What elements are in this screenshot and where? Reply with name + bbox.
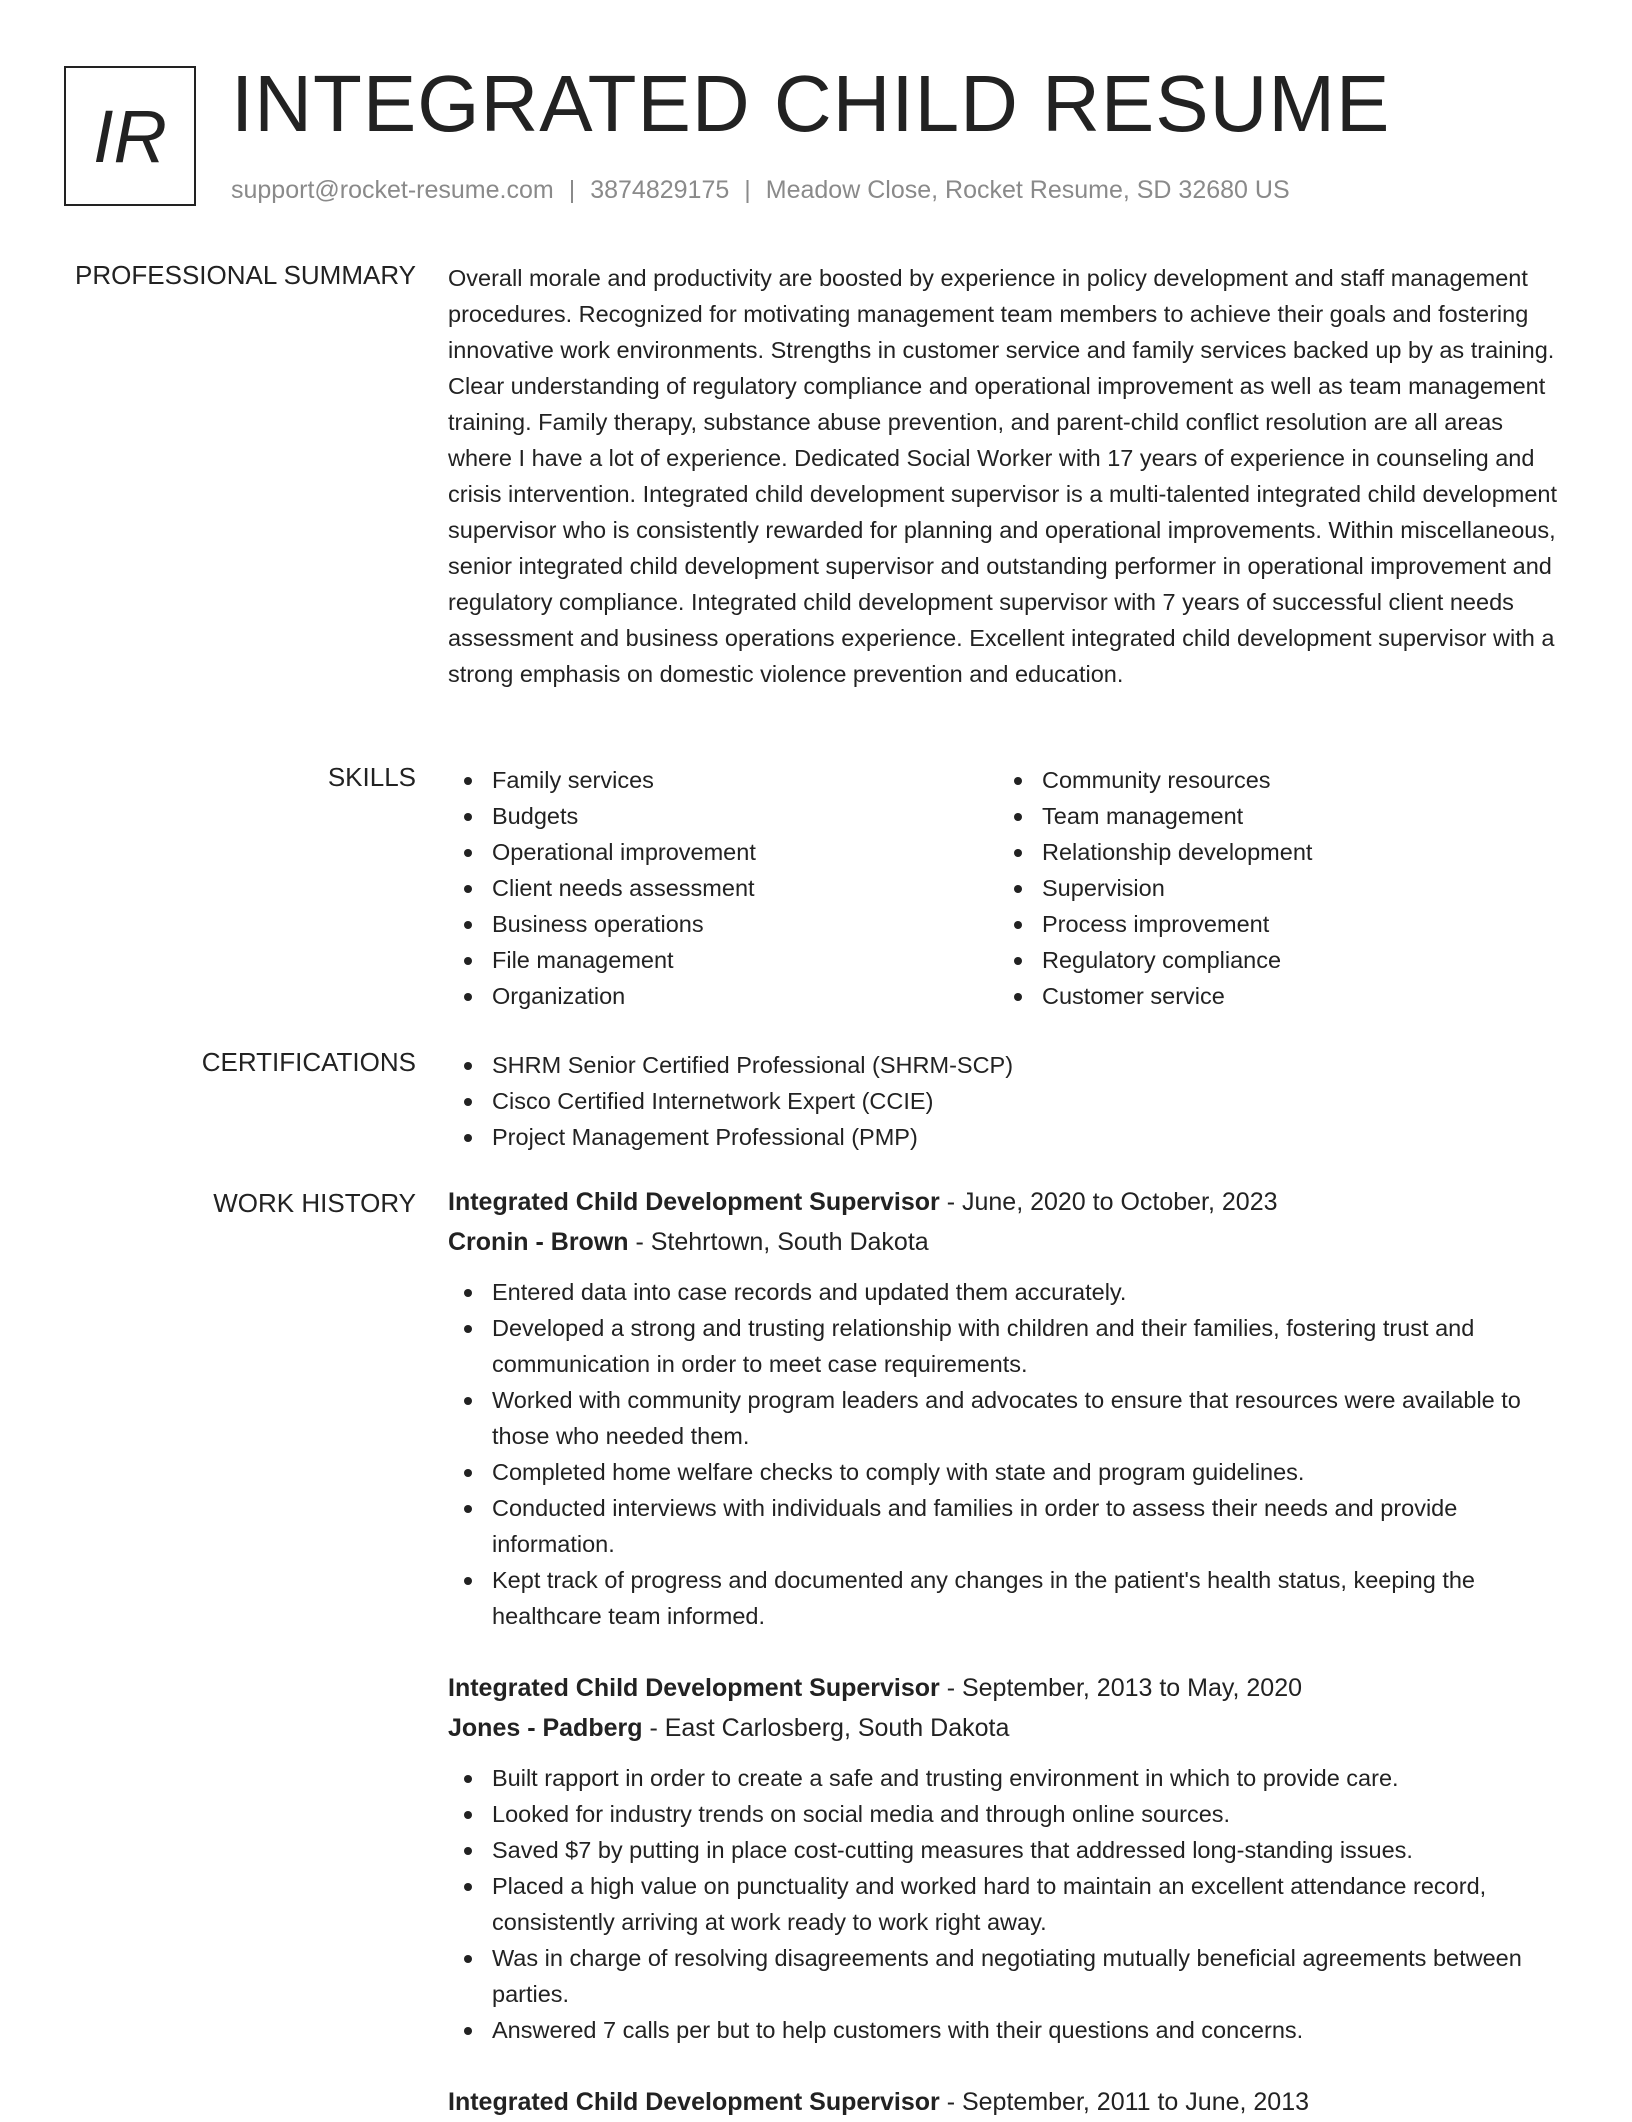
contact-separator: | xyxy=(568,176,576,204)
skills-heading: SKILLS xyxy=(327,762,416,792)
job-title-line xyxy=(448,1668,1572,1708)
list-item: Saved $7 by putting in place cost-cutting measures that addressed long-standing issues. xyxy=(448,1832,1572,1868)
list-item: File management xyxy=(448,942,998,978)
job-company-line xyxy=(448,1222,1572,1262)
contact-address: Meadow Close, Rocket Resume, SD 32680 US xyxy=(765,176,1290,204)
job-dates: - June, 2020 to October, 2023 xyxy=(939,1188,1278,1216)
summary-text: Overall morale and productivity are boosted by experience in policy development and staff management procedures. Recognized for motivating management team members to achieve their goals and fostering innovative work environments. Strengths in customer service and family services backed up by as training. Clear understanding of regulatory compliance and operational improvement as well as team management training. Family therapy, substance abuse prevention, and parent-child conflict resolution are all areas where I have a lot of experience. Dedicated Social Worker with 17 years of experience in counseling and crisis intervention. Integrated child development supervisor is a multi-talented integrated child development supervisor who is consistently rewarded for planning and operational improvements. Within miscellaneous, senior integrated child development supervisor and outstanding performer in operational improvement and regulatory compliance. Integrated child development supervisor with 7 years of successful client needs assessment and business operations experience. Excellent integrated child development supervisor with a strong emphasis on domestic violence prevention and education. xyxy=(448,265,1558,687)
list-item: Developed a strong and trusting relationship with children and their families, fostering trust and communication in order to meet case requirements. xyxy=(448,1310,1572,1382)
list-item: Looked for industry trends on social media and through online sources. xyxy=(448,1796,1572,1832)
job-role: Integrated Child Development Supervisor xyxy=(448,1188,940,1216)
list-item: Entered data into case records and updated them accurately. xyxy=(448,1274,1572,1310)
list-item: Kept track of progress and documented any changes in the patient's health status, keeping the healthcare team informed. xyxy=(448,1562,1572,1634)
job-dates: - September, 2013 to May, 2020 xyxy=(939,1674,1303,1702)
monogram-logo: IR xyxy=(64,66,196,206)
list-item: SHRM Senior Certified Professional (SHRM-SCP) xyxy=(448,1047,1572,1083)
list-item: Worked with community program leaders and advocates to ensure that resources were available to those who needed them. xyxy=(448,1382,1572,1454)
list-item: Placed a high value on punctuality and worked hard to maintain an excellent attendance record, consistently arriving at work ready to work right away. xyxy=(448,1868,1572,1940)
list-item: Conducted interviews with individuals and families in order to assess their needs and provide information. xyxy=(448,1490,1572,1562)
list-item: Built rapport in order to create a safe and trusting environment in which to provide care. xyxy=(448,1760,1572,1796)
contact-phone: 3874829175 xyxy=(590,176,730,204)
list-item: Team management xyxy=(998,798,1548,834)
job-dates: - September, 2011 to June, 2013 xyxy=(939,2088,1310,2116)
list-item: Supervision xyxy=(998,870,1548,906)
job-company-line xyxy=(448,1708,1572,1748)
list-item: Completed home welfare checks to comply with state and program guidelines. xyxy=(448,1454,1572,1490)
summary-heading: PROFESSIONAL SUMMARY xyxy=(75,260,416,290)
job-company: Cronin - Brown xyxy=(448,1228,629,1256)
skills-list-right xyxy=(998,762,1548,1014)
skills-body xyxy=(448,762,1572,1014)
list-item: Was in charge of resolving disagreements and negotiating mutually beneficial agreements between parties. xyxy=(448,1940,1572,2012)
list-item: Family services xyxy=(448,762,998,798)
job-title-line xyxy=(448,2082,1572,2122)
list-item: Operational improvement xyxy=(448,834,998,870)
list-item: Relationship development xyxy=(998,834,1548,870)
work-history-body xyxy=(448,1182,1572,2122)
resume-name: INTEGRATED CHILD RESUME xyxy=(231,59,1391,148)
job-title-line xyxy=(448,1182,1572,1222)
list-item: Process improvement xyxy=(998,906,1548,942)
job-role: Integrated Child Development Supervisor xyxy=(448,1674,940,1702)
contact-email: support@rocket-resume.com xyxy=(231,176,554,204)
summary-body xyxy=(448,260,1572,692)
list-item: Customer service xyxy=(998,978,1548,1014)
job-location: - Stehrtown, South Dakota xyxy=(628,1228,929,1256)
job-entry xyxy=(448,1182,1572,1634)
list-item: Cisco Certified Internetwork Expert (CCIE) xyxy=(448,1083,1572,1119)
contact-separator: | xyxy=(744,176,751,204)
job-bullets xyxy=(448,1274,1572,1634)
job-company: Jones - Padberg xyxy=(448,1714,643,1742)
work-history-heading: WORK HISTORY xyxy=(213,1188,416,1218)
job-role: Integrated Child Development Supervisor xyxy=(448,2088,940,2116)
contact-line xyxy=(231,176,1290,205)
list-item: Community resources xyxy=(998,762,1548,798)
job-location: - East Carlosberg, South Dakota xyxy=(642,1714,1010,1742)
job-entry xyxy=(448,2082,1572,2122)
list-item: Answered 7 calls per but to help customers with their questions and concerns. xyxy=(448,2012,1572,2048)
certifications-list xyxy=(448,1047,1572,1155)
list-item: Regulatory compliance xyxy=(998,942,1548,978)
job-entry xyxy=(448,1668,1572,2048)
certifications-heading: CERTIFICATIONS xyxy=(201,1047,416,1077)
list-item: Project Management Professional (PMP) xyxy=(448,1119,1572,1155)
list-item: Client needs assessment xyxy=(448,870,998,906)
certifications-body xyxy=(448,1047,1572,1155)
job-bullets xyxy=(448,1760,1572,2048)
list-item: Organization xyxy=(448,978,998,1014)
list-item: Budgets xyxy=(448,798,998,834)
list-item: Business operations xyxy=(448,906,998,942)
skills-list-left xyxy=(448,762,998,1014)
